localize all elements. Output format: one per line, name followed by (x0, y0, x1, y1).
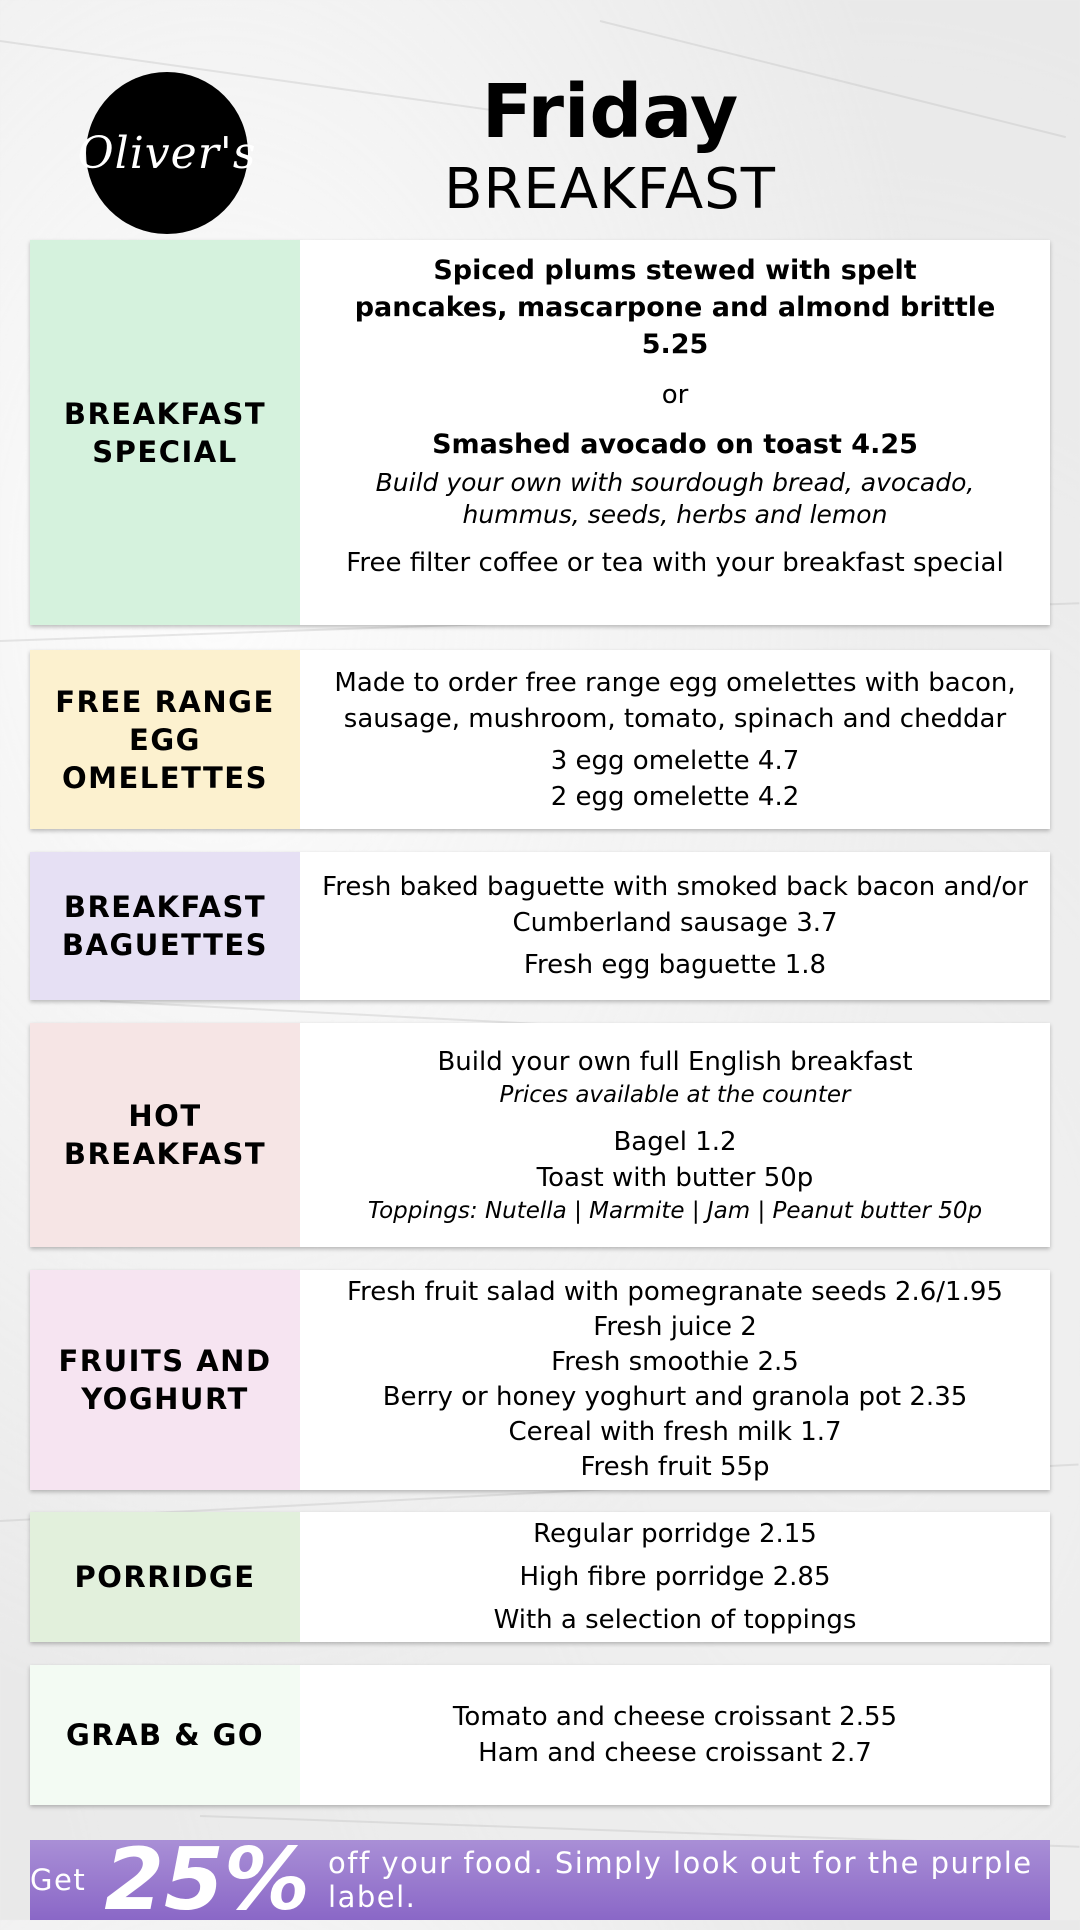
menu-item: Tomato and cheese croissant 2.55 (452, 1702, 898, 1732)
section-label: HOT BREAKFAST (30, 1023, 300, 1247)
section-omelettes (30, 650, 1050, 829)
menu-item: Cereal with fresh milk 1.7 (508, 1417, 842, 1447)
menu-item: Build your own with sourdough bread, avocado, hummus, seeds, herbs and lemon (375, 468, 975, 529)
section-fruits (30, 1270, 1050, 1490)
section-content (300, 852, 1050, 1000)
menu-item: Ham and cheese croissant 2.7 (478, 1738, 872, 1768)
logo (77, 72, 257, 234)
menu-item: Free filter coffee or tea with your breakfast special (346, 548, 1004, 578)
menu-item: Berry or honey yoghurt and granola pot 2.35 (382, 1382, 968, 1412)
meal-title: BREAKFAST (444, 157, 776, 222)
section-content (300, 240, 1050, 625)
section-porridge (30, 1512, 1050, 1642)
menu-item: High fibre porridge 2.85 (519, 1561, 831, 1592)
menu-item: 2 egg omelette 4.2 (550, 781, 800, 812)
menu-item: With a selection of toppings (493, 1604, 857, 1635)
section-content (300, 1270, 1050, 1490)
section-label: FRUITS AND YOGHURT (30, 1270, 300, 1490)
section-content (300, 1665, 1050, 1805)
menu-item: Toast with butter 50p (536, 1163, 814, 1193)
section-label: PORRIDGE (30, 1512, 300, 1642)
section-label: BREAKFAST BAGUETTES (30, 852, 300, 1000)
menu-item: Build your own full English breakfast (437, 1047, 913, 1077)
menu-item: Fresh baked baguette with smoked back bacon and/or Cumberland sausage 3.7 (322, 872, 1028, 938)
menu-item: Fresh fruit salad with pomegranate seeds 2.6/1.95 (347, 1277, 1003, 1307)
menu-item: Bagel 1.2 (613, 1127, 737, 1157)
logo-text: Oliver's (77, 127, 257, 179)
promo-text: off your food. Simply look out for the purple label. (328, 1846, 1033, 1914)
menu-item: Fresh juice 2 (593, 1312, 757, 1342)
section-baguettes (30, 852, 1050, 1000)
section-label: BREAKFAST SPECIAL (30, 240, 300, 625)
menu-item: 3 egg omelette 4.7 (550, 745, 800, 776)
section-breakfast-special (30, 240, 1050, 625)
section-content (300, 1512, 1050, 1642)
section-label: GRAB & GO (30, 1665, 300, 1805)
section-content (300, 650, 1050, 829)
day-title: Friday (481, 69, 739, 155)
section-label: FREE RANGE EGG OMELETTES (30, 650, 300, 829)
menu-item: Smashed avocado on toast 4.25 (432, 429, 918, 460)
menu-item: Prices available at the counter (499, 1082, 851, 1108)
section-hot-breakfast (30, 1023, 1050, 1247)
menu-item: Fresh egg baguette 1.8 (523, 950, 827, 980)
section-grab-go (30, 1665, 1050, 1805)
menu-item: Made to order free range egg omelettes with bacon, sausage, mushroom, tomato, spinach and cheddar (334, 667, 1016, 734)
menu-item: Fresh fruit 55p (580, 1452, 770, 1482)
promo-banner (30, 1830, 1050, 1930)
menu-item: Toppings: Nutella | Marmite | Jam | Peanut butter 50p (367, 1198, 983, 1224)
promo-discount: 25% (104, 1830, 311, 1930)
section-content (300, 1023, 1050, 1247)
menu-item: Spiced plums stewed with spelt pancakes, mascarpone and almond brittle 5.25 (354, 255, 996, 360)
promo-pre: Get (30, 1863, 87, 1897)
menu-item: or (661, 380, 689, 410)
menu-item: Fresh smoothie 2.5 (551, 1347, 799, 1377)
menu-item: Regular porridge 2.15 (533, 1518, 817, 1549)
